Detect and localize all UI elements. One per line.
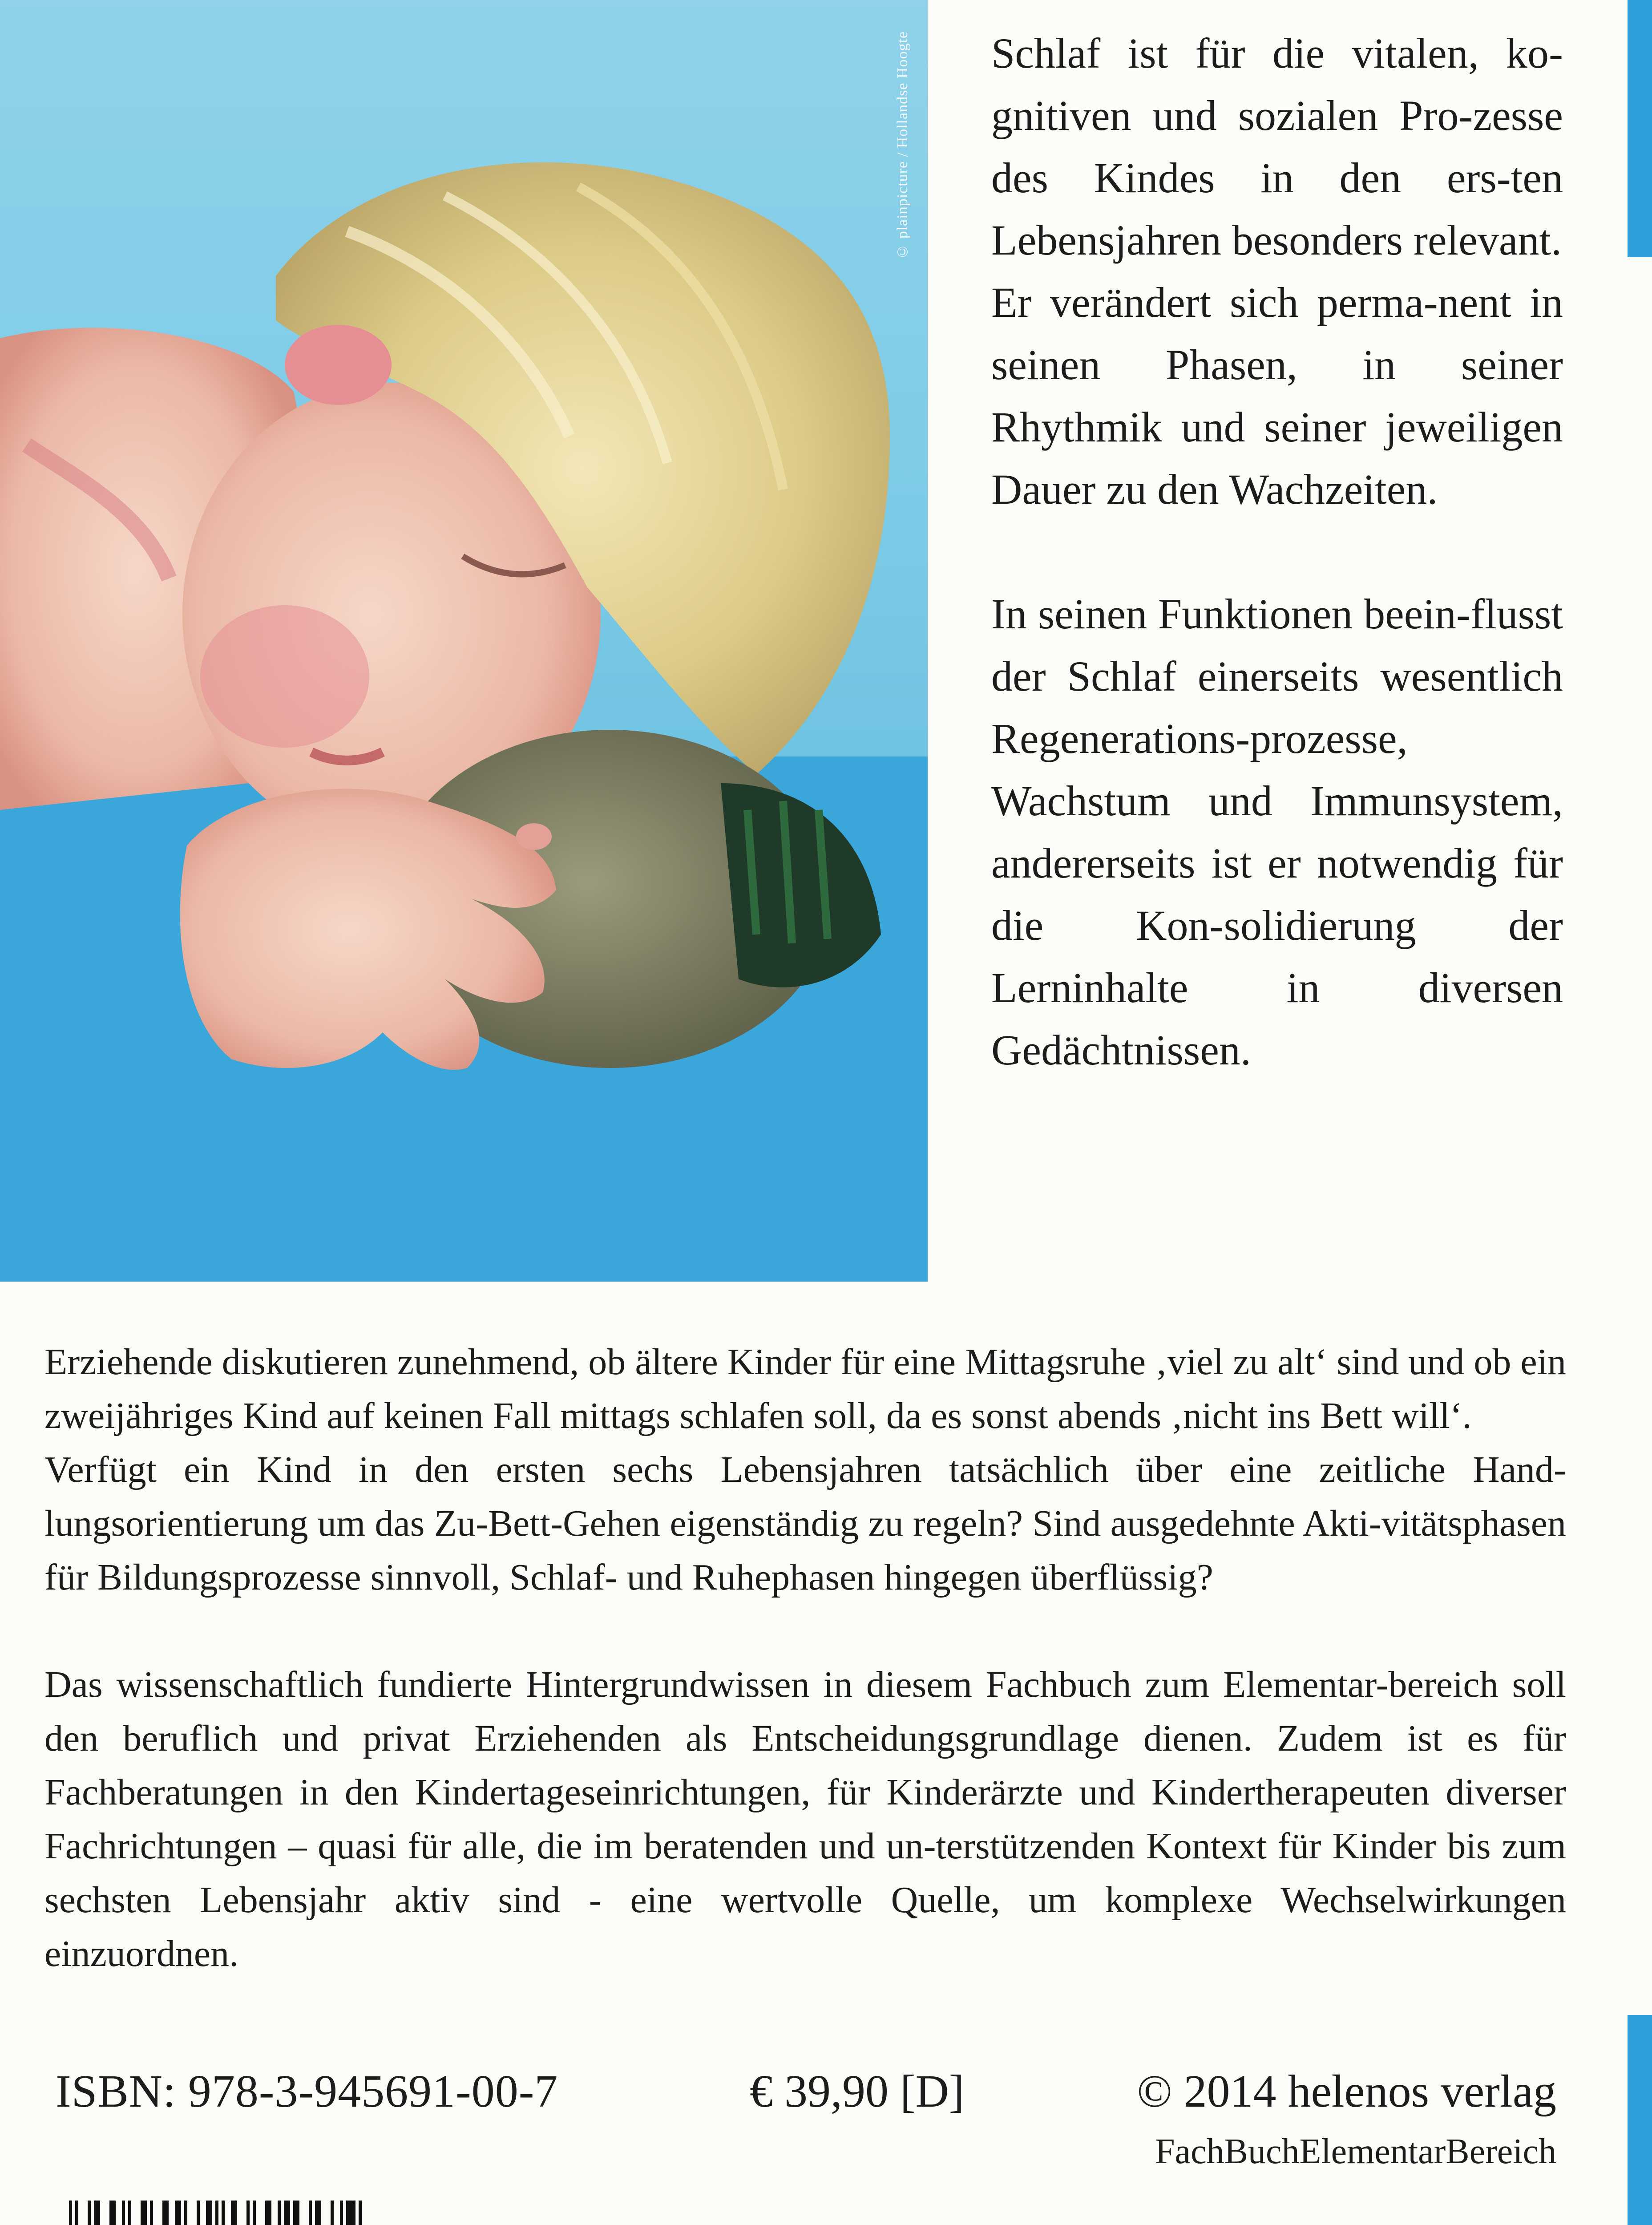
- right-column-blurb: [991, 22, 1563, 1081]
- barcode-bar: [346, 2201, 352, 2225]
- barcode-bar: [184, 2201, 187, 2225]
- blue-edge-tab-bottom: [1628, 2015, 1652, 2225]
- barcode-bar: [331, 2201, 334, 2225]
- barcode-bar: [162, 2201, 169, 2225]
- barcode-bar: [340, 2201, 343, 2225]
- blurb-paragraph-2: Er verändert sich perma-nent in seinen Phasen, in seiner Rhythmik und seiner jeweiligen Dauer zu den Wachzeiten.: [991, 279, 1563, 513]
- barcode-bar: [284, 2201, 290, 2225]
- cover-photo: [0, 0, 928, 1282]
- barcode-bar: [206, 2201, 212, 2225]
- barcode: [42, 2201, 398, 2225]
- barcode-bar: [94, 2201, 100, 2225]
- barcode-bar: [253, 2201, 256, 2225]
- sleeping-child-illustration: [0, 0, 928, 1282]
- barcode-bar: [246, 2201, 250, 2225]
- barcode-bar: [231, 2201, 237, 2225]
- barcode-bar: [122, 2201, 125, 2225]
- series-label: FachBuchElementarBereich: [1155, 2132, 1556, 2171]
- barcode-bar: [352, 2201, 355, 2225]
- description-paragraph-3: Das wissenschaftlich fundierte Hintergrundwissen in diesem Fachbuch zum Elementar-bereich soll den beruflich und privat Erziehenden als Entscheidungsgrundlage dienen. Zudem ist es für Fachberatungen in den Kindertageseinrichtungen, für Kinderärzte und Kindertherapeuten diverser Fachrichtungen – quasi für alle, die im beratenden und un-terstützenden Kontext für Kinder bis zum sechsten Lebensjahr aktiv sind - eine wertvolle Quelle, um komplexe Wechselwirkungen einzuordnen.: [44, 1664, 1566, 1974]
- barcode-bar: [359, 2201, 362, 2225]
- barcode-bar: [278, 2201, 281, 2225]
- barcode-bar: [88, 2201, 91, 2225]
- barcode-bar: [315, 2201, 321, 2225]
- photo-credit: © plainpicture / Hollandse Hoogte: [894, 31, 911, 260]
- blurb-paragraph-1: Schlaf ist für die vitalen, ko-gnitiven und sozialen Pro-zesse des Kindes in den ers-ten Lebensjahren besonders relevant.: [991, 29, 1563, 264]
- barcode-bar: [128, 2201, 131, 2225]
- description-text: [44, 1335, 1566, 1981]
- barcode-bar: [69, 2201, 72, 2225]
- description-paragraph-1: Erziehende diskutieren zunehmend, ob ältere Kinder für eine Mittagsruhe ‚viel zu alt‘ sind und ob ein zweijähriges Kind auf keinen Fall mittags schlafen soll, da es sonst abends ‚nicht ins Bett will‘.: [44, 1341, 1566, 1436]
- barcode-bar: [175, 2201, 181, 2225]
- barcode-bar: [109, 2201, 116, 2225]
- barcode-bar: [222, 2201, 225, 2225]
- barcode-bar: [293, 2201, 299, 2225]
- blue-edge-tab-top: [1628, 0, 1652, 257]
- barcode-bar: [141, 2201, 147, 2225]
- price-label: € 39,90 [D]: [750, 2066, 965, 2117]
- barcode-bar: [265, 2201, 271, 2225]
- description-paragraph-2: Verfügt ein Kind in den ersten sechs Lebensjahren tatsächlich über eine zeitliche Hand-lungsorientierung um das Zu-Bett-Gehen eigenständig zu regeln? Sind ausgedehnte Akti-vitätsphasen für Bildungsprozesse sinnvoll, Schlaf- und Ruhephasen hingegen überflüssig?: [44, 1449, 1566, 1598]
- barcode-bar: [150, 2201, 153, 2225]
- barcode-bar: [75, 2201, 78, 2225]
- isbn-label: ISBN: 978-3-945691-00-7: [56, 2066, 558, 2117]
- barcode-bar: [309, 2201, 312, 2225]
- barcode-bar: [197, 2201, 200, 2225]
- blurb-paragraph-3: In seinen Funktionen beein-flusst der Schlaf einerseits wesentlich Regenerations-prozesse, Wachstum und Immunsystem, andererseits ist er notwendig für die Kon-solidierung der Lerninhalte in diversen Gedächtnissen.: [991, 590, 1563, 1074]
- copyright-label: © 2014 helenos verlag: [1137, 2066, 1556, 2117]
- barcode-bars: [42, 2201, 398, 2225]
- barcode-bar: [215, 2201, 218, 2225]
